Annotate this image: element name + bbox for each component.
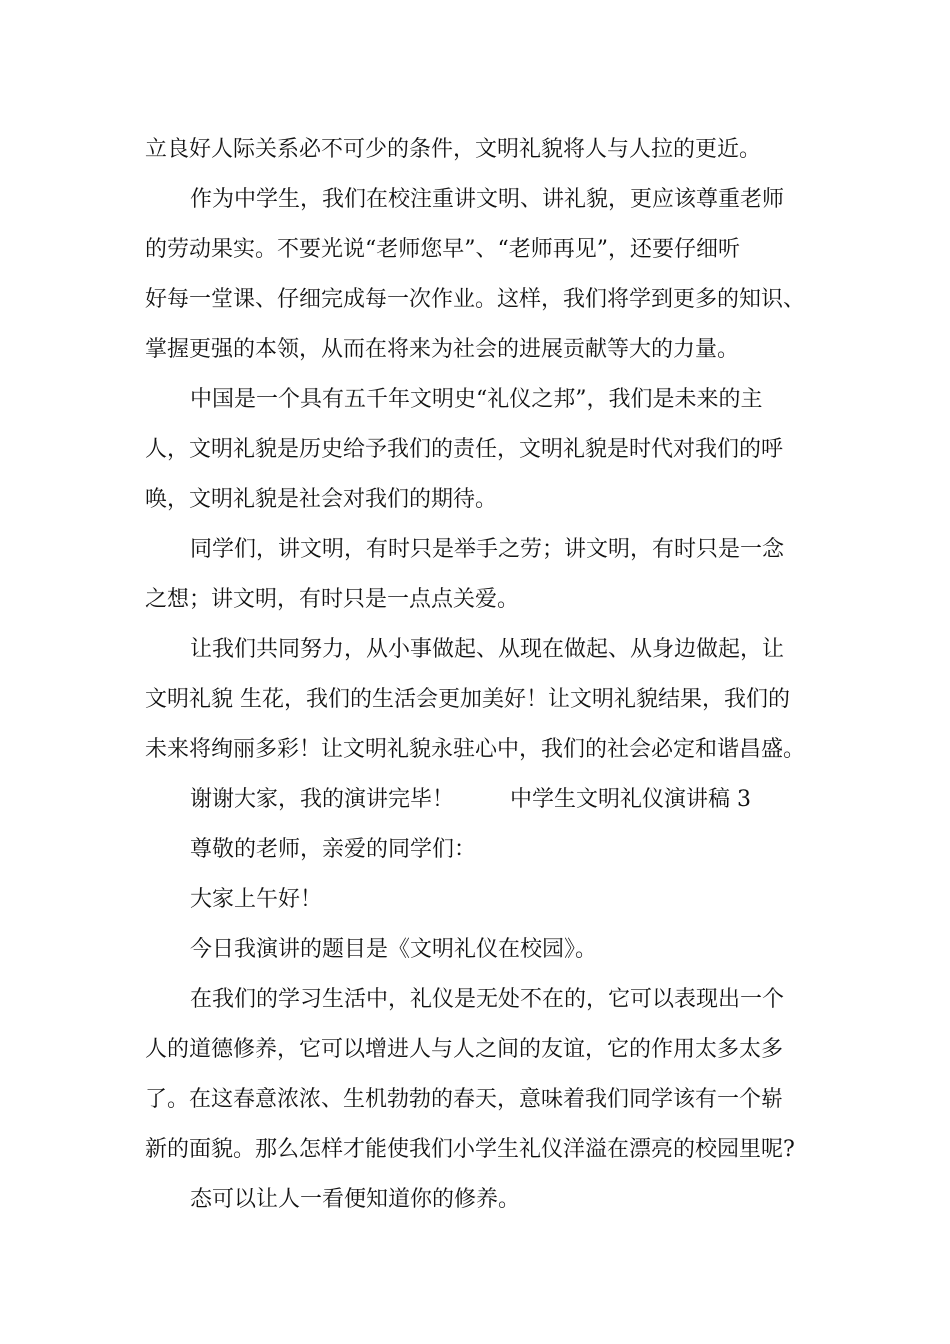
paragraph-line: 态可以让人一看便知道你的修养。 xyxy=(190,1187,521,1212)
paragraph-line: 在我们的学习生活中，礼仪是无处不在的，它可以表现出一个 xyxy=(190,987,785,1012)
paragraph-line: 的劳动果实。不要光说“老师您早”、“老师再见”，还要仔细听 xyxy=(145,237,740,262)
paragraph-line: 尊敬的老师，亲爱的同学们： xyxy=(190,837,477,862)
paragraph-line: 作为中学生，我们在校注重讲文明、讲礼貌，更应该尊重老师 xyxy=(190,187,785,212)
paragraph-line: 人，文明礼貌是历史给予我们的责任，文明礼貌是时代对我们的呼 xyxy=(145,437,784,462)
paragraph-line: 大家上午好！ xyxy=(190,887,323,912)
paragraph-line: 中国是一个具有五千年文明史“礼仪之邦”，我们是未来的主 xyxy=(190,387,763,412)
paragraph-line: 人的道德修养，它可以增进人与人之间的友谊，它的作用太多太多 xyxy=(145,1037,784,1062)
paragraph-line: 立良好人际关系必不可少的条件，文明礼貌将人与人拉的更近。 xyxy=(145,137,762,162)
paragraph-line: 同学们，讲文明，有时只是举手之劳；讲文明，有时只是一念 xyxy=(190,537,785,562)
paragraph-line: 未来将绚丽多彩！让文明礼貌永驻心中，我们的社会必定和谐昌盛。 xyxy=(145,737,806,762)
paragraph-line: 唤，文明礼貌是社会对我们的期待。 xyxy=(145,487,498,512)
paragraph-line: 文明礼貌 生花，我们的生活会更加美好！让文明礼貌结果，我们的 xyxy=(145,687,790,712)
paragraph-line: 好每一堂课、仔细完成每一次作业。这样，我们将学到更多的知识、 xyxy=(145,287,806,312)
paragraph-line: 谢谢大家，我的演讲完毕！ 中学生文明礼仪演讲稿 3 xyxy=(190,787,751,812)
paragraph-line: 让我们共同努力，从小事做起、从现在做起、从身边做起，让 xyxy=(190,637,785,662)
paragraph-line: 新的面貌。那么怎样才能使我们小学生礼仪洋溢在漂亮的校园里呢? xyxy=(145,1137,795,1162)
paragraph-line: 了。在这春意浓浓、生机勃勃的春天，意味着我们同学该有一个崭 xyxy=(145,1087,784,1112)
paragraph-line: 掌握更强的本领，从而在将来为社会的进展贡献等大的力量。 xyxy=(145,337,740,362)
paragraph-line: 之想；讲文明，有时只是一点点关爱。 xyxy=(145,587,520,612)
paragraph-line: 今日我演讲的题目是《文明礼仪在校园》。 xyxy=(190,937,598,962)
